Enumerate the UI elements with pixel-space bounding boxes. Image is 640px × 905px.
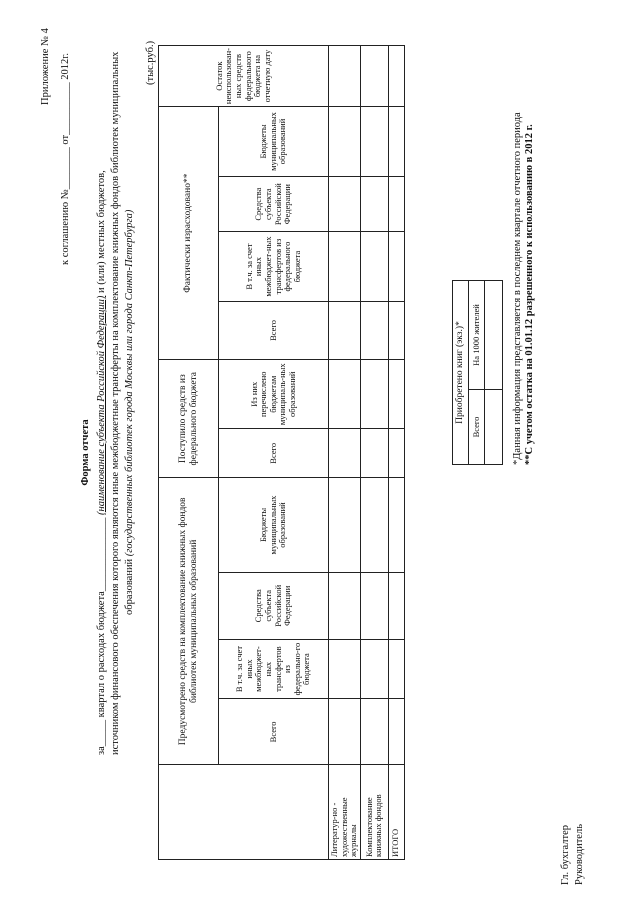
row-label: Комплектование книжных фондов [360, 765, 388, 860]
actual-header: Фактически израсходовано** [159, 107, 219, 360]
planned-header: Предусмотрено средств на комплектование книжных фондов библиотек муниципальных образований [159, 478, 219, 765]
planned-subject-header: Средства субъекта Российской Федерации [219, 572, 329, 639]
head-signature: Руководитель [574, 824, 585, 885]
footnote-1: *Данная информация представляется в последнем квартале отчетного периода [512, 112, 523, 465]
appendix-label: Приложение № 4 [40, 28, 51, 105]
actual-municipal-header: Бюджеты муниципальных образований [219, 107, 329, 177]
received-total-header: Всего [219, 429, 329, 478]
planned-transfers-header: В т.ч. за счет иных межбюджет-ных трансфертов из федерально-го бюджета [219, 639, 329, 699]
planned-municipal-header: Бюджеты муниципальных образований [219, 478, 329, 573]
form-title: Форма отчета [80, 419, 91, 486]
table-row [388, 46, 404, 860]
row-label-header-cell [159, 765, 329, 860]
row-label: ИТОГО [388, 765, 404, 860]
books-per-1000-header: На 1000 жителей [469, 281, 485, 390]
footnote-2: **С учетом остатка на 01.01.12 разрешенного к использованию в 2012 г. [524, 124, 535, 465]
table-row [329, 46, 361, 860]
received-header: Поступило средств из федерального бюджета [159, 360, 219, 478]
row-label: Литератур-но - художественные журналы [329, 765, 361, 860]
title-line-1: за_____ квартал о расходах бюджета______________ (наименование субъекта Российской Федерации) и (или) местных бюджетов, [96, 170, 107, 755]
table-row [360, 46, 388, 860]
remainder-header: Остаток неиспользован-ных средств федерального бюджета на отчетную дату [159, 46, 329, 107]
expenses-table [158, 45, 405, 860]
accountant-signature: Гл. бухгалтер [560, 824, 571, 885]
books-table [452, 280, 503, 465]
agreement-line: к соглашению №________ от__________ 2012г. [60, 53, 71, 265]
actual-transfers-header: В т.ч. за счет иных межбюджет-ных трансфертов из федерального бюджета [219, 232, 329, 301]
received-transferred-header: Из них перечислено бюджетам муниципаль-ных образований [219, 360, 329, 429]
units-label: (тыс.руб.) [145, 40, 156, 85]
actual-total-header: Всего [219, 301, 329, 359]
books-total-header: Всего [469, 390, 485, 465]
title-line-3: образований (государственных библиотек города Москвы или города Санкт-Петербурга) [124, 209, 135, 615]
actual-subject-header: Средства субъекта Российской Федерации [219, 176, 329, 232]
books-header: Приобретено книг (экз.)* [453, 281, 469, 465]
title-line-2: источником финансового обеспечения которого являются иные межбюджетные трансферты на комплектование книжных фондов библиотек муниципальных [110, 51, 121, 755]
planned-total-header: Всего [219, 699, 329, 765]
